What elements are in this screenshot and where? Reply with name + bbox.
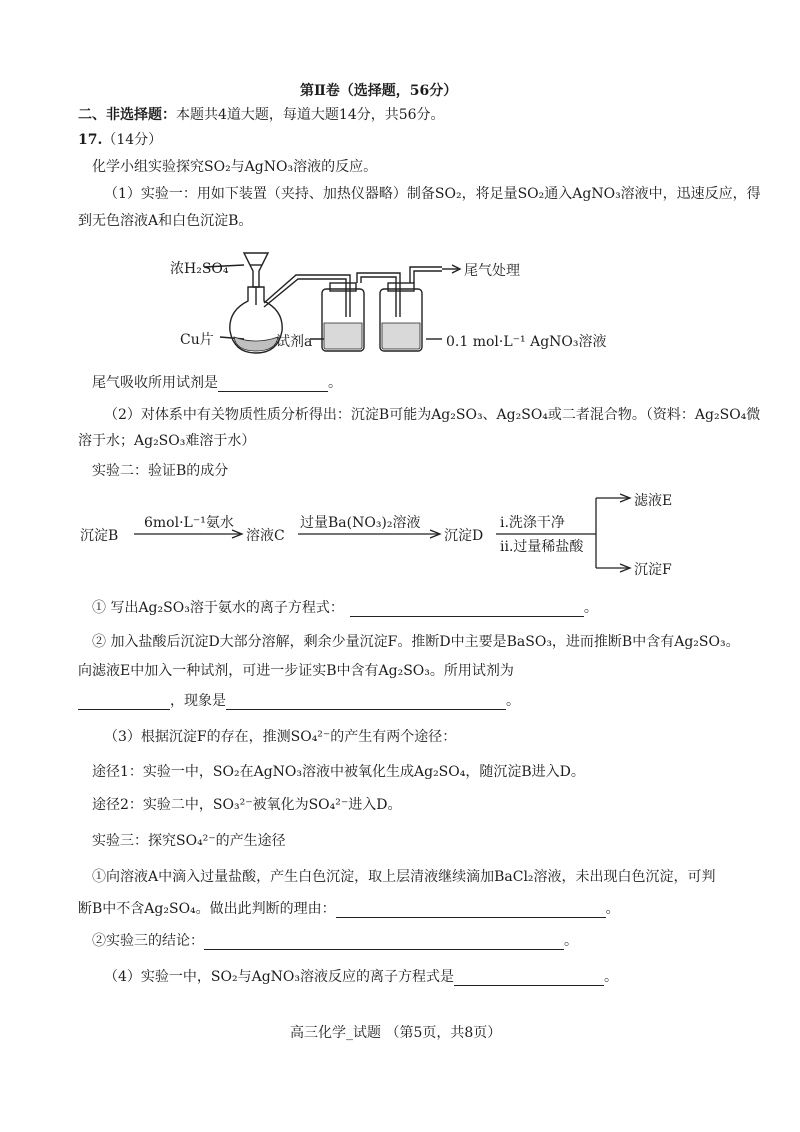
experiment3-item1-line1: ①向溶液A中滴入过量盐酸，产生白色沉淀，取上层清液继续滴加BaCl₂溶液，未出现白色沉淀，可判 [92,869,716,885]
answer-blank[interactable] [204,935,564,950]
experiment3-item1-line2: 断B中不含Ag₂SO₄。做出此判断的理由： 。 [78,901,620,917]
outlet-tube [414,271,442,283]
section-desc: 本题共4道大题，每道大题14分，共56分。 [176,107,445,123]
answer-blank[interactable] [226,695,506,710]
subquestion-2-line3: ，现象是 。 [78,690,520,710]
subquestion-2-line1: ② 加入盐酸后沉淀D大部分溶解，剩余少量沉淀F。推断D中主要是BaSO₃，进而推断B中含有Ag₂SO₃。 [92,634,740,650]
part1-text-line2: 到无色溶液A和白色沉淀B。 [78,213,253,229]
tail-gas-label: 尾气处理 [464,263,520,279]
route-2: 途径2：实验二中，SO₃²⁻被氧化为SO₄²⁻进入D。 [92,797,402,813]
acid-label: 浓H₂SO₄ [170,261,229,277]
copper-label: Cu片 [180,332,214,348]
subquestion-2-phenomenon: ，现象是 [170,693,226,709]
section-heading [78,104,445,124]
part3-text: （3）根据沉淀F的存在，推测SO₄²⁻的产生有两个途径： [104,729,457,745]
question-score: （14分） [102,132,163,148]
flow-out2: 沉淀F [634,562,672,578]
part2-text-line1: （2）对体系中有关物质性质分析得出：沉淀B可能为Ag₂SO₃、Ag₂SO₄或二者混合物。（资料：Ag₂SO₄微 [104,407,761,423]
flow-start: 沉淀B [80,528,119,544]
flow-reagent1: 6mol·L⁻¹氨水 [144,515,234,531]
route-1: 途径1：实验一中，SO₂在AgNO₃溶液中被氧化生成Ag₂SO₄，随沉淀B进入D。 [92,764,585,780]
answer-blank[interactable] [350,602,584,617]
page-title: 第Ⅱ卷（选择题，56分） [300,83,458,99]
answer-blank[interactable] [78,695,170,710]
question-intro: 化学小组实验探究SO₂与AgNO₃溶液的反应。 [92,159,378,175]
solution-label: 0.1 mol·L⁻¹ AgNO₃溶液 [446,334,607,350]
part1-text-line1: （1）实验一：用如下装置（夹持、加热仪器略）制备SO₂，将足量SO₂通入AgNO₃溶液中，迅速反应，得 [104,186,761,202]
question-number: 17. [78,132,103,148]
flow-reagent2: 过量Ba(NO₃)₂溶液 [300,515,421,531]
flow-out1: 滤液E [634,493,673,509]
experiment3-item2: ②实验三的结论： 。 [92,933,578,949]
section-label: 二、非选择题： [78,107,176,123]
experiment3-title: 实验三：探究SO₄²⁻的产生途径 [92,833,286,849]
reagent-a-liquid [324,323,362,349]
part4-text: （4）实验一中，SO₂与AgNO₃溶液反应的离子方程式是 [104,969,454,985]
silver-nitrate-liquid [382,323,420,349]
subquestion-2-line2: 向滤液E中加入一种试剂，可进一步证实B中含有Ag₂SO₃。所用试剂为 [78,663,514,679]
subquestion-1: ① 写出Ag₂SO₃溶于氨水的离子方程式： 。 [92,600,598,616]
flow-step-i: i.洗涤干净 [500,515,565,531]
answer-blank[interactable] [336,903,606,918]
page-footer: 高三化学_试题 （第5页，共8页） [290,1025,502,1041]
experiment2-title: 实验二：验证B的成分 [92,463,229,479]
experiment3-item2-text: ②实验三的结论： [92,933,204,949]
flow-step-ii: ii.过量稀盐酸 [500,539,584,555]
answer-blank[interactable] [454,971,604,986]
question-17-header [78,129,162,149]
subquestion-1-text: ① 写出Ag₂SO₃溶于氨水的离子方程式： [92,600,344,616]
experiment3-item1-text: 断B中不含Ag₂SO₄。做出此判断的理由： [78,901,336,917]
tail-gas-question-text: 尾气吸收所用试剂是 [92,375,218,391]
dropping-funnel [244,253,268,287]
reagent-a-label: 试剂a [276,334,313,350]
flow-mid2: 沉淀D [444,528,484,544]
part2-text-line2: 溶于水；Ag₂SO₃难溶于水） [78,433,256,449]
tail-gas-question: 尾气吸收所用试剂是 。 [92,375,342,391]
part4: （4）实验一中，SO₂与AgNO₃溶液反应的离子方程式是 。 [104,969,618,985]
answer-blank[interactable] [218,377,328,392]
flow-mid1: 溶液C [246,528,285,544]
